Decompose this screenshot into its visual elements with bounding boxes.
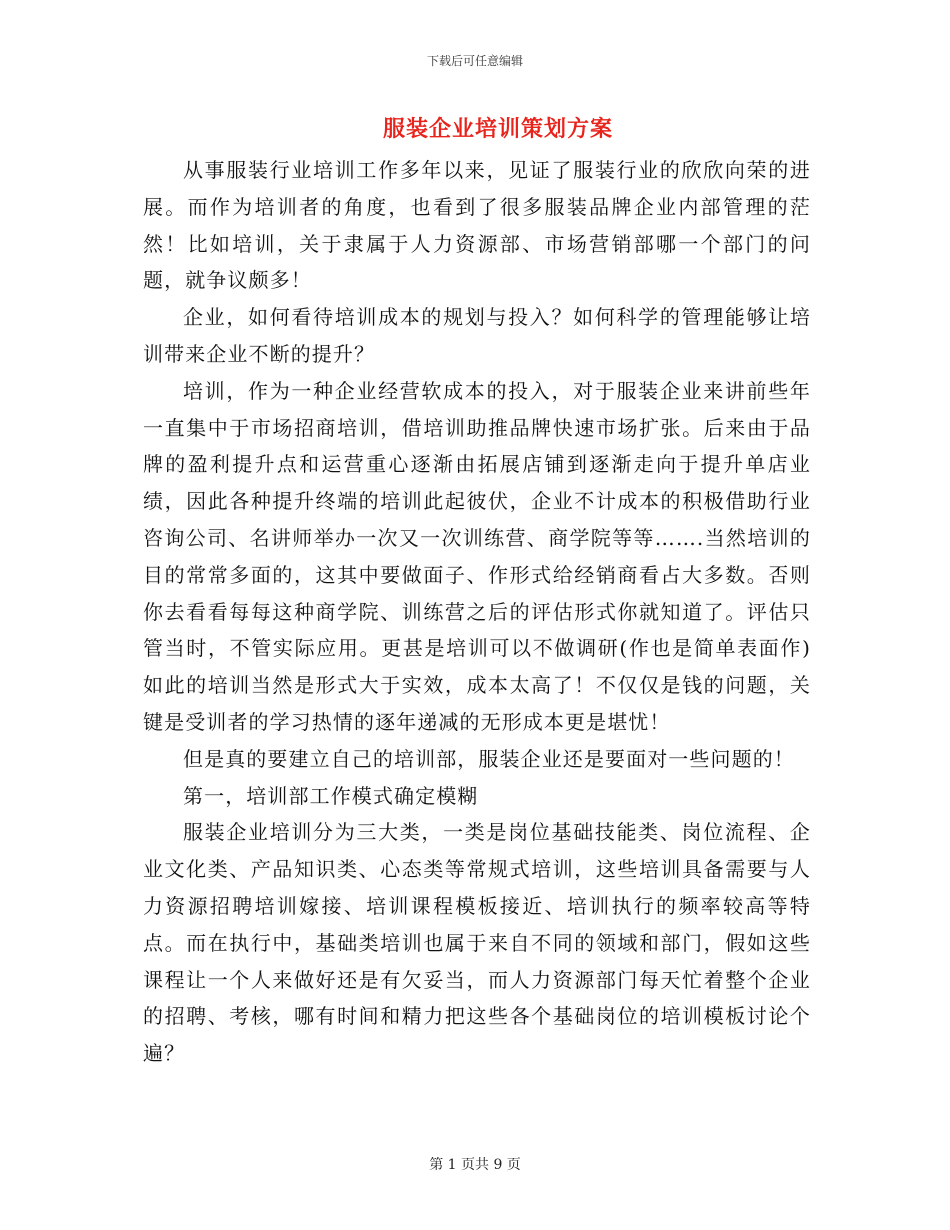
paragraph-transition: 但是真的要建立自己的培训部，服装企业还是要面对一些问题的！ [183,746,795,771]
paragraph-training-cost: 培训，作为一种企业经营软成本的投入，对于服装企业来讲前些年一直集中于市场招商培训，借培训助推品牌快速市场扩张。后来由于品牌的盈利提升点和运营重心逐渐由拓展店铺到逐渐走向于提升单店业绩，因此各种提升终端的培训此起彼伏，企业不计成本的积极借助行业咨询公司、名讲师举办一次又一次训练营、商学院等等…….当然培训的目的常常多面的，这其中要做面子、作形式给经销商看占大多数。否则你去看看每每这种商学院、训练营之后的评估形式你就知道了。评估只管当时，不管实际应用。更甚是培训可以不做调研(作也是简单表面作)如此的培训当然是形式大于实效，成本太高了！不仅仅是钱的问题，关键是受训者的学习热情的逐年递减的无形成本更是堪忧！ [143,378,811,734]
paragraph-question: 企业，如何看待培训成本的规划与投入？如何科学的管理能够让培训带来企业不断的提升？ [143,305,811,366]
document-body [143,152,811,1072]
page-header-note: 下载后可任意编辑 [426,54,523,68]
section-heading-first: 第一，培训部工作模式确定模糊 [183,783,479,808]
paragraph-training-types: 服装企业培训分为三大类，一类是岗位基础技能类、岗位流程、企业文化类、产品知识类、心态类等常规式培训，这些培训具备需要与人力资源招聘培训嫁接、培训课程模板接近、培训执行的频率较高等特点。而在执行中，基础类培训也属于来自不同的领域和部门，假如这些课程让一个人来做好还是有欠妥当，而人力资源部门每天忙着整个企业的招聘、考核，哪有时间和精力把这些各个基础岗位的培训模板讨论个遍？ [143,820,811,1066]
paragraph-intro: 从事服装行业培训工作多年以来，见证了服装行业的欣欣向荣的进展。而作为培训者的角度，也看到了很多服装品牌企业内部管理的茫然！比如培训，关于隶属于人力资源部、市场营销部哪一个部门的问题，就争议颇多！ [143,158,811,293]
document-title: 服装企业培训策划方案 [382,116,613,142]
page-number-footer: 第 1 页共 9 页 [429,1157,521,1173]
